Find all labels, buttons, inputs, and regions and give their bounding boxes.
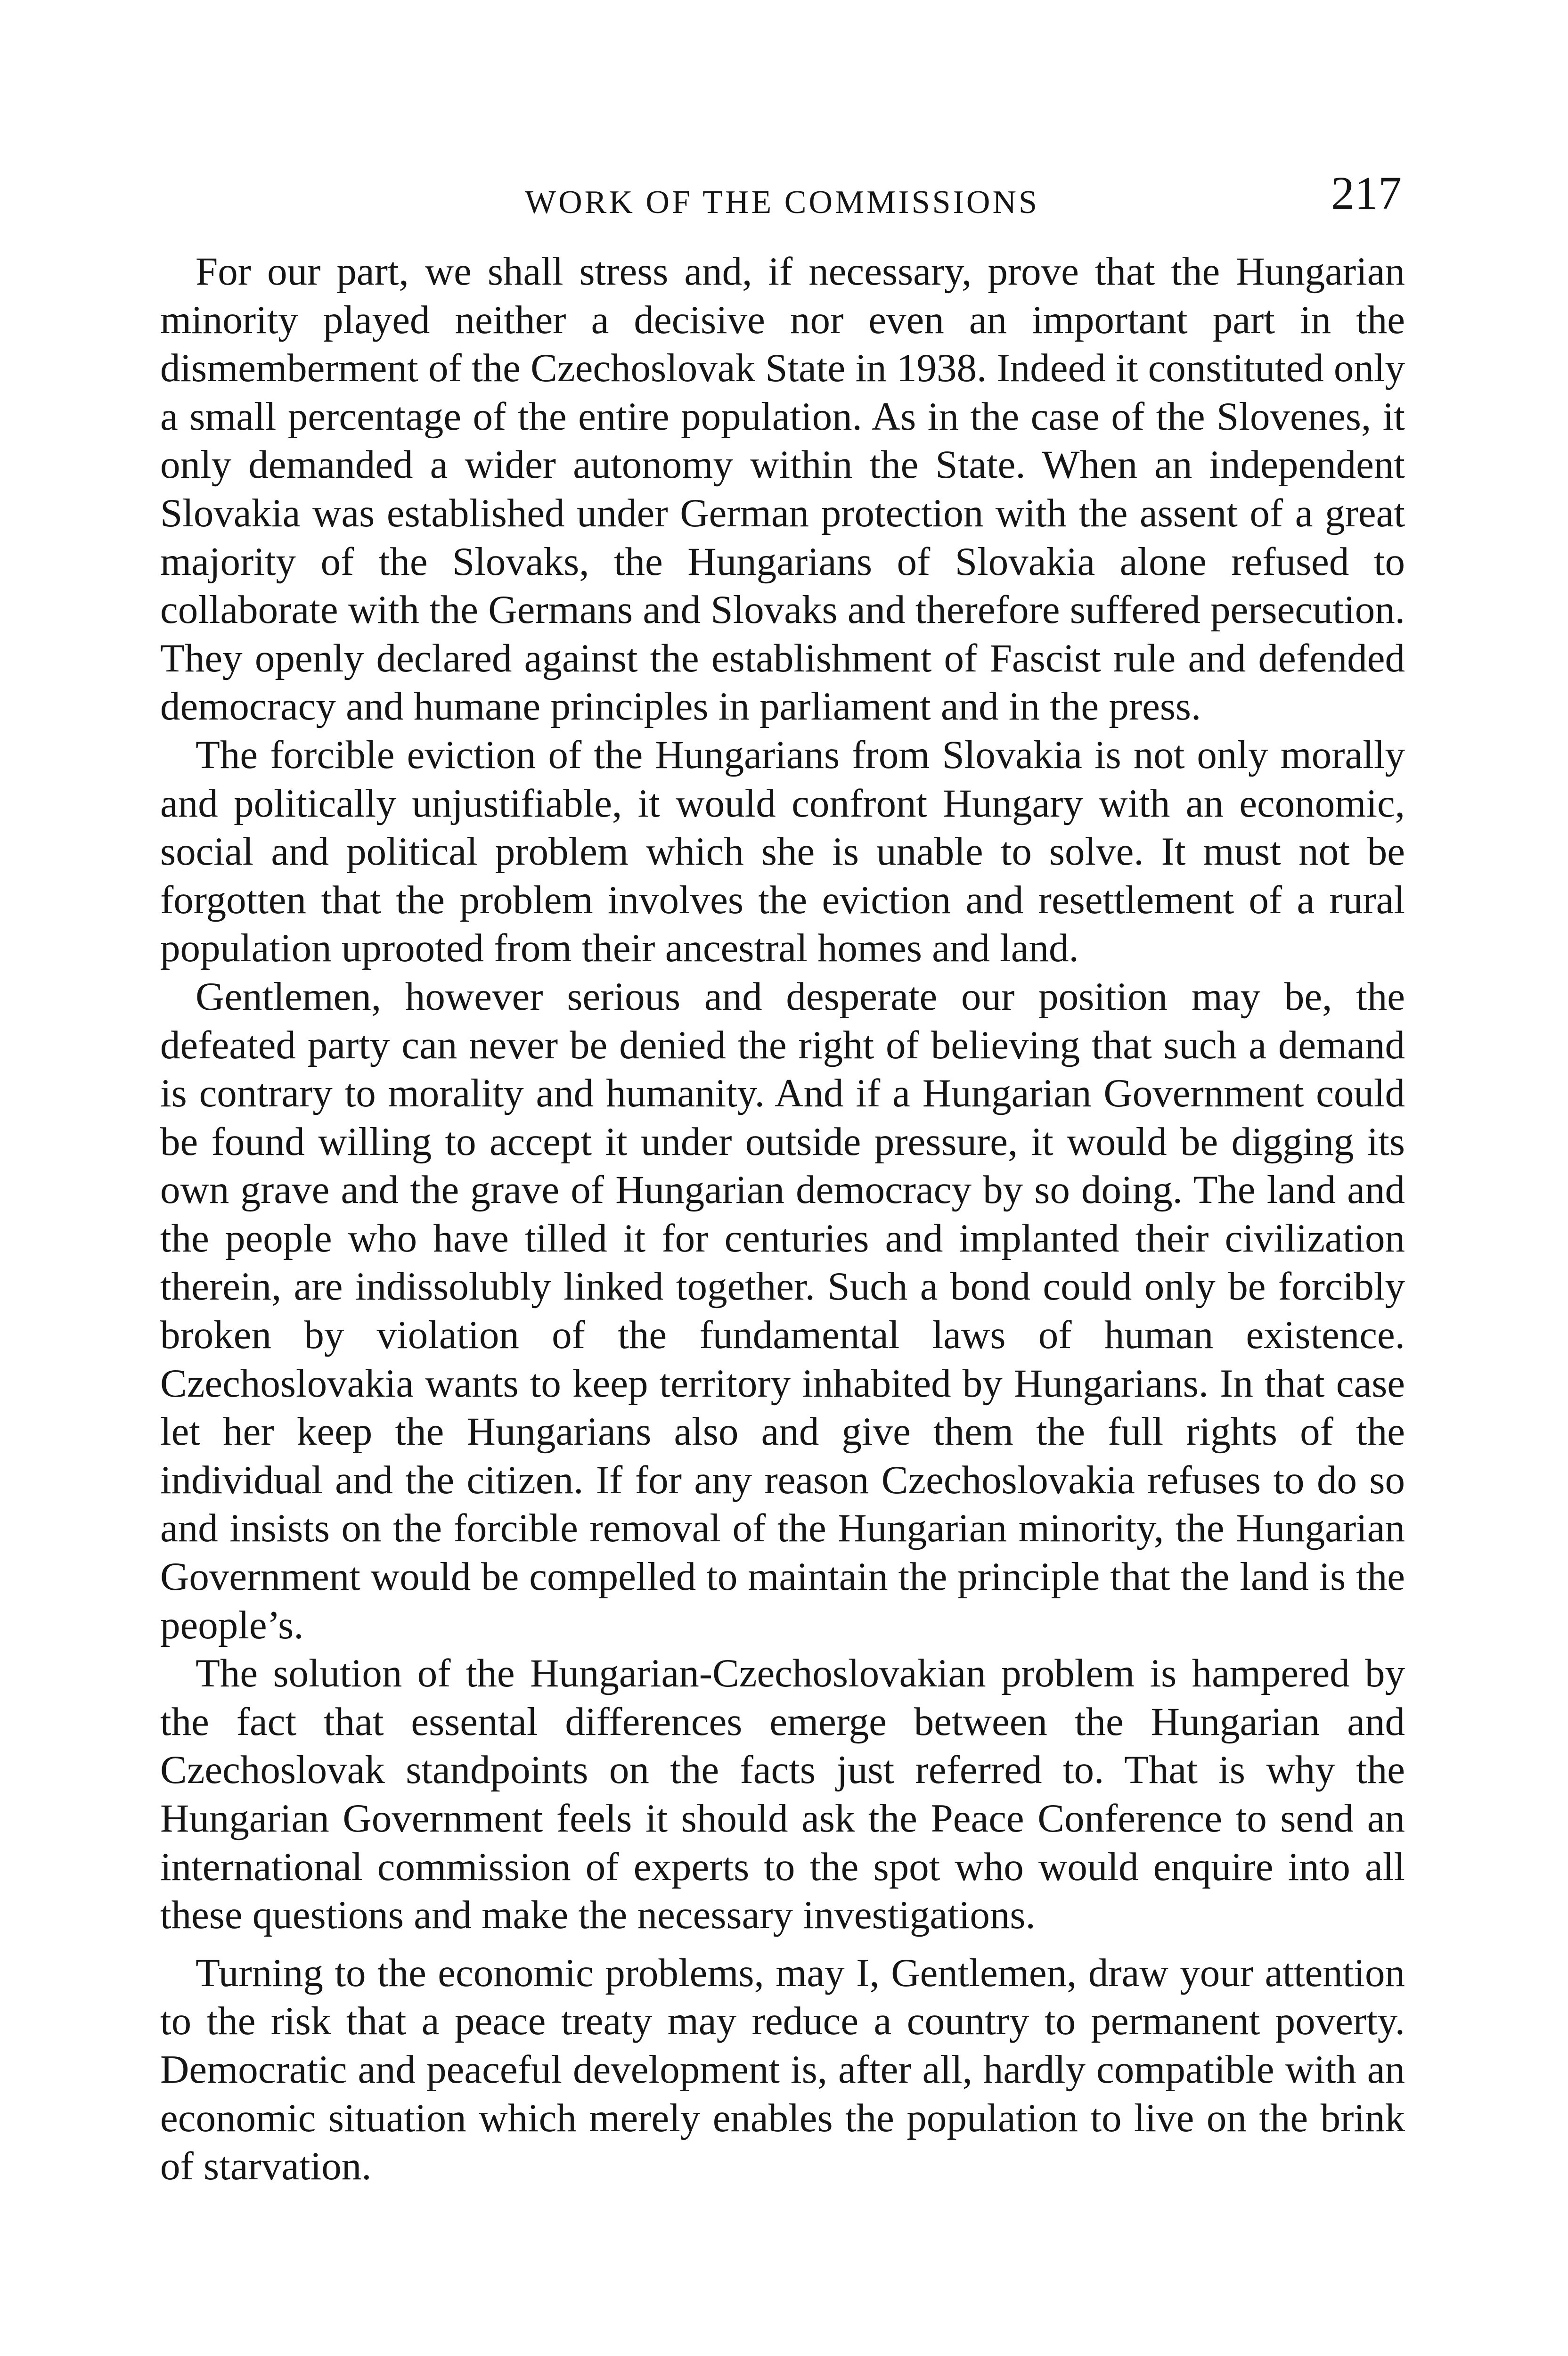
paragraph-gentlemen: Gentlemen, however serious and desperate our position may be, the defeated party can never be denied the right of believing that such a demand is contrary to morality and humanity. And if a Hungarian Government could be found willing to accept it under outside pressure, it would be digging its own grave and the grave of Hungarian democracy by so doing. The land and the people who have tilled it for centuries and implanted their civilization therein, are indissolubly linked together. Such a bond could only be forcibly broken by violation of the fundamental laws of human existence. Czechoslovakia wants to keep territory inhabited by Hungarians. In that case let her keep the Hungarians also and give them the full rights of the individual and the citizen. If for any reason Czechoslovakia refuses to do so and insists on the forcible removal of the Hungarian minority, the Hungarian Government would be compelled to maintain the principle that the land is the people’s. <box>160 974 1405 1647</box>
paragraph-minority-role: For our part, we shall stress and, if necessary, prove that the Hungarian minority played neither a decisive nor even an important part in the dismemberment of the Czechoslovak State in 1938. Indeed it constituted only a small percentage of the entire population. As in the case of the Slovenes, it only demanded a wider autonomy within the State. When an independent Slovakia was established under German protection with the assent of a great majority of the Slovaks, the Hungarians of Slovakia alone refused to collaborate with the Germans and Slovaks and therefore suffered persecution. They openly declared against the establishment of Fascist rule and defended democracy and humane principles in parliament and in the press. <box>160 249 1405 729</box>
running-head <box>163 167 1402 226</box>
page-number: 217 <box>1331 167 1402 219</box>
paragraph-forcible-eviction: The forcible eviction of the Hungarians from Slovakia is not only morally and politically unjustifiable, it would confront Hungary with an economic, social and political problem which she is unable to solve. It must not be forgotten that the problem involves the eviction and resettlement of a rural population uprooted from their ancestral homes and land. <box>160 732 1405 971</box>
body-text <box>160 247 1405 2191</box>
running-title: WORK OF THE COMMISSIONS <box>525 184 1039 221</box>
paragraph-economic-problems: Turning to the economic problems, may I, Gentlemen, draw your attention to the risk that a peace treaty may reduce a country to permanent poverty. Democratic and peaceful development is, after all, hardly compatible with an economic situation which merely enables the population to live on the brink of starvation. <box>160 1950 1405 2189</box>
paragraph-solution: The solution of the Hungarian-Czechoslovakian problem is hampered by the fact that essental differences emerge between the Hungarian and Czechoslovak standpoints on the facts just referred to. That is why the Hungarian Government feels it should ask the Peace Conference to send an international commission of experts to the spot who would enquire into all these questions and make the necessary investigations. <box>160 1651 1405 1938</box>
